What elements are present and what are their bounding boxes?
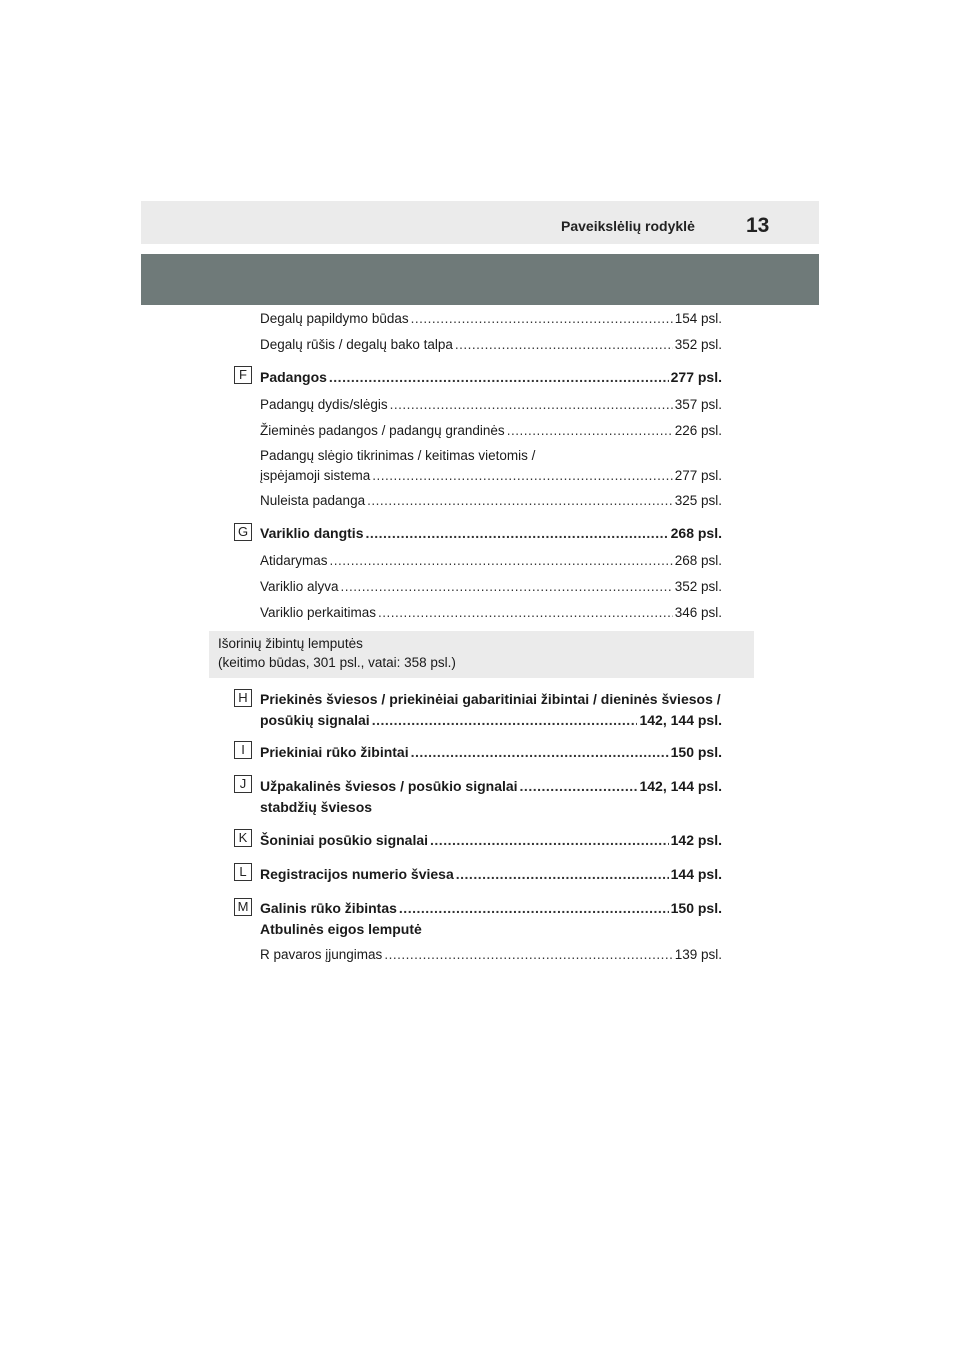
section-letter-m: M	[234, 898, 252, 916]
section-letter-j: J	[234, 775, 252, 793]
toc-heading-hood[interactable]: Variklio dangtis ..... 268 psl.	[260, 525, 722, 541]
toc-heading-side-turn[interactable]: Šoniniai posūkio signalai ..... 142 psl.	[260, 832, 722, 848]
section-letter-f: F	[234, 366, 252, 384]
toc-entry-tire-pressure-warning[interactable]: įspėjamoji sistema ..... 277 psl.	[260, 468, 722, 483]
toc-entry-refuel-method[interactable]: Degalų papildymo būdas ..... 154 psl.	[260, 311, 722, 326]
toc-heading-tires[interactable]: Padangos ..... 277 psl.	[260, 369, 722, 385]
toc-heading-front-fog[interactable]: Priekiniai rūko žibintai ..... 150 psl.	[260, 744, 722, 760]
toc-heading-reverse-lamp: Atbulinės eigos lemputė	[260, 921, 422, 937]
toc-entry-winter-tires[interactable]: Žieminės padangos / padangų grandinės ..... 226 psl.	[260, 423, 722, 438]
section-letter-l: L	[234, 863, 252, 881]
toc-heading-turn-signals[interactable]: posūkių signalai ..... 142, 144 psl.	[260, 712, 722, 728]
toc-entry-tire-pressure-line1: Padangų slėgio tikrinimas / keitimas vietomis /	[260, 448, 536, 463]
toc-heading-rear-fog[interactable]: Galinis rūko žibintas ..... 150 psl.	[260, 900, 722, 916]
toc-heading-headlights-line1: Priekinės šviesos / priekinėiai gabaritiniai žibintai / dieninės šviesos /	[260, 691, 721, 707]
info-box-subtitle: (keitimo būdas, 301 psl., vatai: 358 psl.)	[218, 655, 456, 670]
section-letter-g: G	[234, 523, 252, 541]
toc-entry-tire-size[interactable]: Padangų dydis/slėgis ..... 357 psl.	[260, 397, 722, 412]
toc-entry-flat-tire[interactable]: Nuleista padanga ..... 325 psl.	[260, 493, 722, 508]
toc-entry-engine-oil[interactable]: Variklio alyva ..... 352 psl.	[260, 579, 722, 594]
toc-entry-reverse-gear[interactable]: R pavaros įjungimas ..... 139 psl.	[260, 947, 722, 962]
info-box-title: Išorinių žibintų lemputės	[218, 636, 363, 651]
section-letter-k: K	[234, 829, 252, 847]
header-title: Paveikslėlių rodyklė	[561, 218, 695, 234]
section-banner	[141, 254, 819, 305]
section-letter-h: H	[234, 689, 252, 707]
page-number: 13	[746, 214, 770, 237]
toc-heading-rear-lights[interactable]: Užpakalinės šviesos / posūkio signalai ..... 142, 144 psl.	[260, 778, 722, 794]
toc-entry-opening[interactable]: Atidarymas ..... 268 psl.	[260, 553, 722, 568]
toc-heading-brake-lights: stabdžių šviesos	[260, 799, 373, 815]
toc-entry-fuel-type[interactable]: Degalų rūšis / degalų bako talpa ..... 352 psl.	[260, 337, 722, 352]
toc-entry-overheating[interactable]: Variklio perkaitimas ..... 346 psl.	[260, 605, 722, 620]
toc-heading-license-plate[interactable]: Registracijos numerio šviesa ..... 144 psl.	[260, 866, 722, 882]
section-letter-i: I	[234, 741, 252, 759]
page-header-band	[141, 201, 819, 244]
